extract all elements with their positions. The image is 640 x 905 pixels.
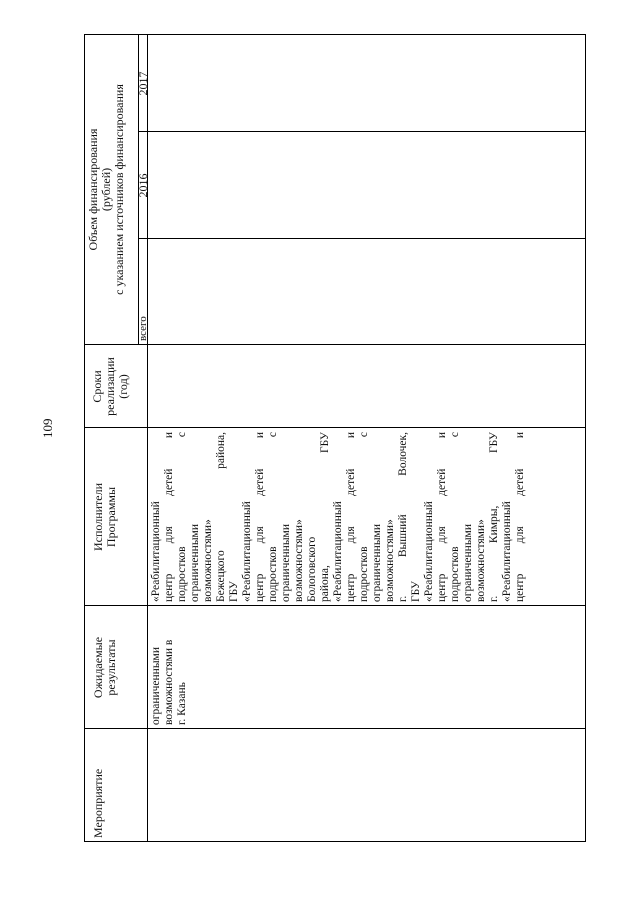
executors-line: центр для детей и (254, 432, 266, 602)
table-right-border (84, 34, 586, 35)
executors-line: возможностями» (293, 519, 305, 602)
cell-executors (150, 432, 527, 602)
executors-line: центр для детей и (163, 432, 175, 602)
table-bottom-border (585, 34, 586, 842)
funding-table (84, 34, 586, 842)
executors-line: возможностями» (384, 519, 396, 602)
header-event: Мероприятие (91, 768, 105, 838)
executors-line: подростков с (176, 432, 188, 602)
executors-line: «Реабилитационный (423, 501, 435, 602)
header-executors-line2: Программы (104, 486, 118, 548)
executors-line: ГБУ (228, 581, 240, 602)
header-funding-line2: (рублей) (99, 167, 113, 212)
page-number: 109 (40, 418, 55, 438)
col-divider-2 (84, 605, 586, 606)
executors-line: ограниченными (280, 524, 292, 602)
subheader-total: всего (137, 316, 149, 341)
executors-line: г. Вышний Волочек, (397, 432, 409, 602)
table-top-border (84, 34, 85, 842)
cell-results (150, 610, 189, 725)
header-executors-line1: Исполнители (91, 482, 105, 552)
executors-line: г. Кимры, ГБУ (488, 432, 500, 602)
executors-line: центр для детей и (345, 432, 357, 602)
executors-line: «Реабилитационный (241, 501, 253, 602)
header-funding (87, 34, 126, 345)
header-results-line2: результаты (104, 639, 118, 696)
col-divider-1 (84, 728, 586, 729)
executors-line: ГБУ (410, 581, 422, 602)
header-executors (92, 428, 118, 606)
executors-line: подростков с (267, 432, 279, 602)
executors-line: Бежецкого района, (215, 432, 227, 602)
executors-line: подростков с (358, 432, 370, 602)
header-period-line2: реализации (103, 357, 117, 416)
executors-line: «Реабилитационный (150, 501, 162, 602)
subheader-2016: 2016 (136, 173, 150, 198)
executors-line: центр для детей и (514, 432, 526, 602)
executors-line: возможностями» (475, 519, 487, 602)
table-left-border (84, 841, 586, 842)
col-divider-6 (138, 131, 586, 132)
executors-line: ограниченными (189, 524, 201, 602)
header-period-line3: (год) (116, 374, 130, 399)
header-period (91, 345, 130, 428)
header-funding-line3: с указанием источников финансирования (112, 84, 126, 295)
results-line: ограниченными (150, 647, 162, 725)
col-divider-3 (84, 427, 586, 428)
executors-line: Бологовского (306, 536, 318, 602)
results-line: г. Казань (176, 682, 188, 725)
executors-line: района, ГБУ (319, 432, 331, 602)
header-results-line1: Ожидаемые (91, 636, 105, 699)
col-divider-5 (138, 238, 586, 239)
executors-line: ограниченными (371, 524, 383, 602)
executors-line: ограниченными (462, 524, 474, 602)
executors-line: «Реабилитационный (332, 501, 344, 602)
header-results (92, 606, 118, 729)
subheader-2017: 2017 (136, 71, 150, 96)
header-funding-line1: Объем финансирования (86, 128, 100, 251)
executors-line: подростков с (449, 432, 461, 602)
results-line: возможностями в (163, 639, 175, 725)
header-period-line1: Сроки (90, 370, 104, 403)
col-divider-4 (84, 344, 586, 345)
executors-line: «Реабилитационный (501, 501, 513, 602)
executors-line: центр для детей и (436, 432, 448, 602)
executors-line: возможностями» (202, 519, 214, 602)
